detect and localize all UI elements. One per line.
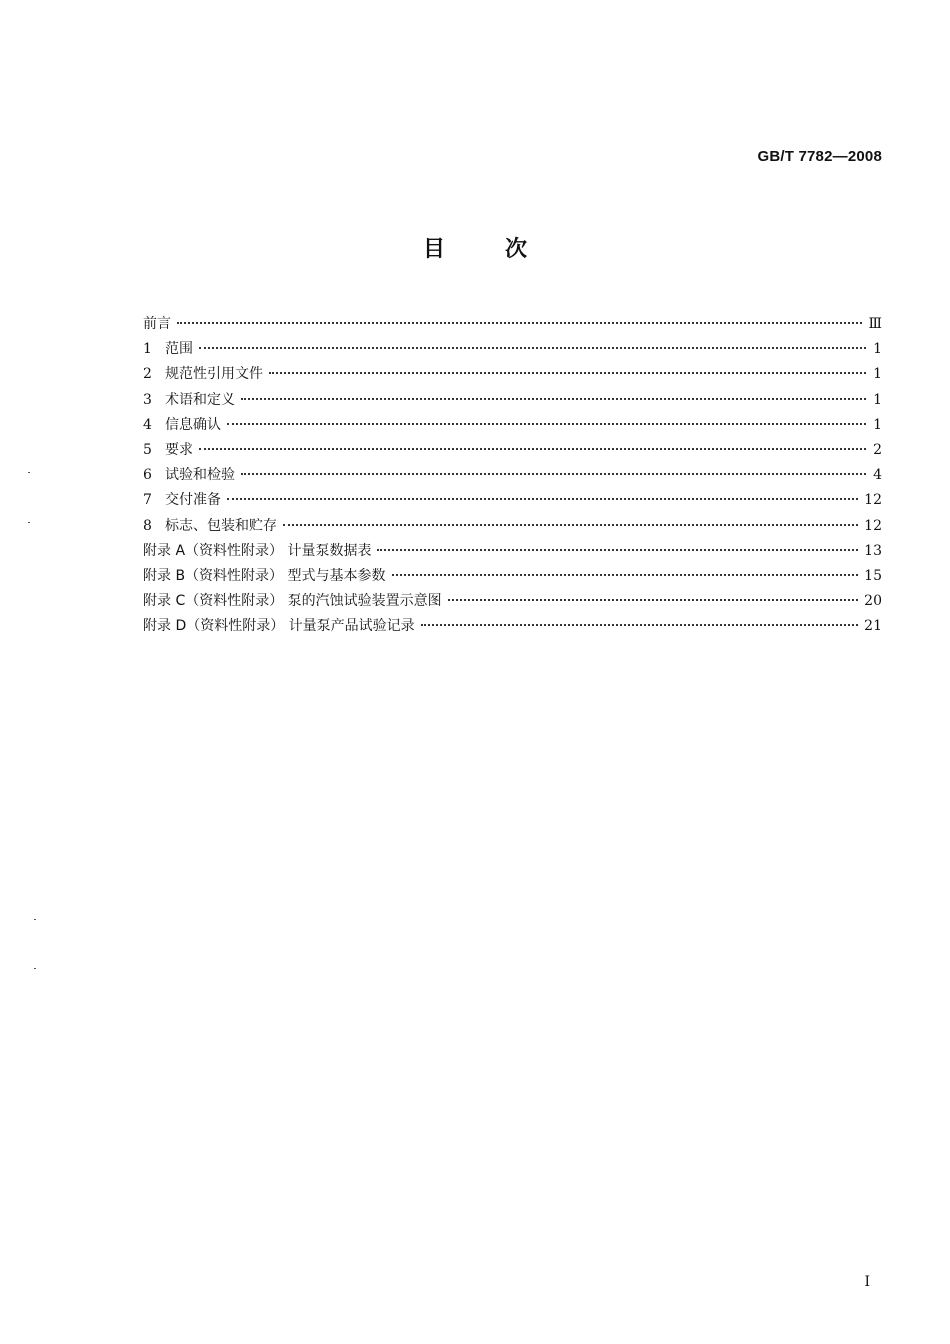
toc-entry-number: 8 <box>143 517 152 534</box>
toc-leader-dots <box>199 448 866 450</box>
toc-entry-number: 3 <box>143 391 152 408</box>
toc-entry-page: 13 <box>864 542 882 559</box>
toc-entry-label: 前言 <box>143 316 171 332</box>
toc-entry-label: 范围 <box>165 341 193 358</box>
toc-entry-page: 21 <box>864 618 882 635</box>
toc-entry-number: 4 <box>143 416 152 433</box>
toc-entry-8[interactable] <box>143 514 882 539</box>
scan-speck <box>28 522 30 523</box>
toc-entry-6[interactable] <box>143 463 882 488</box>
standard-code: GB/T 7782—2008 <box>757 148 882 165</box>
toc-leader-dots <box>448 599 858 601</box>
toc-entry-page: 4 <box>873 467 882 484</box>
table-of-contents <box>143 312 882 639</box>
toc-entry-label: 交付准备 <box>165 492 221 509</box>
page-number: I <box>864 1274 870 1290</box>
toc-entry-appendix-d[interactable] <box>143 614 882 639</box>
toc-entry-number: 1 <box>143 341 152 358</box>
toc-entry-number: 5 <box>143 441 152 458</box>
toc-entry-appendix-a[interactable] <box>143 539 882 564</box>
toc-entry-label: 附录 A（资料性附录） 计量泵数据表 <box>143 542 372 559</box>
toc-entry-label: 要求 <box>165 441 193 458</box>
toc-entry-page: 1 <box>873 341 882 358</box>
toc-entry-number: 2 <box>143 366 152 383</box>
toc-leader-dots <box>227 498 858 500</box>
toc-entry-page: 1 <box>873 366 882 383</box>
toc-leader-dots <box>377 549 858 551</box>
toc-title <box>0 232 950 263</box>
toc-entry-label: 术语和定义 <box>165 391 235 408</box>
toc-entry-page: 1 <box>873 391 882 408</box>
toc-entry-2[interactable] <box>143 362 882 387</box>
toc-entry-appendix-c[interactable] <box>143 589 882 614</box>
toc-entry-1[interactable] <box>143 337 882 362</box>
toc-entry-page: 12 <box>864 517 882 534</box>
toc-leader-dots <box>269 372 866 374</box>
toc-entry-label: 规范性引用文件 <box>165 366 263 383</box>
toc-entry-7[interactable] <box>143 488 882 513</box>
toc-entry-3[interactable] <box>143 388 882 413</box>
toc-entry-label: 附录 B（资料性附录） 型式与基本参数 <box>143 567 386 584</box>
toc-entry-page: 12 <box>864 492 882 509</box>
toc-leader-dots <box>227 423 866 425</box>
toc-entry-label: 附录 D（资料性附录） 计量泵产品试验记录 <box>143 618 415 635</box>
toc-leader-dots <box>177 322 862 324</box>
toc-entry-page: 2 <box>873 441 882 458</box>
scan-speck <box>28 472 30 473</box>
toc-entry-label: 试验和检验 <box>165 467 235 484</box>
toc-leader-dots <box>241 398 866 400</box>
scan-speck <box>34 919 36 920</box>
toc-entry-number: 7 <box>143 492 152 509</box>
scan-speck <box>34 968 36 969</box>
toc-entry-foreword[interactable] <box>143 312 882 337</box>
toc-leader-dots <box>241 473 866 475</box>
toc-entry-page: Ⅲ <box>868 316 882 332</box>
toc-leader-dots <box>421 624 858 626</box>
toc-entry-5[interactable] <box>143 438 882 463</box>
toc-entry-label: 信息确认 <box>165 416 221 433</box>
toc-leader-dots <box>199 347 866 349</box>
toc-entry-4[interactable] <box>143 413 882 438</box>
toc-entry-appendix-b[interactable] <box>143 564 882 589</box>
toc-leader-dots <box>283 524 858 526</box>
toc-leader-dots <box>392 574 859 576</box>
toc-entry-page: 15 <box>864 567 882 584</box>
toc-title-char-1: 目 <box>422 237 445 262</box>
toc-entry-label: 附录 C（资料性附录） 泵的汽蚀试验装置示意图 <box>143 593 442 610</box>
toc-entry-page: 1 <box>873 416 882 433</box>
toc-entry-number: 6 <box>143 467 152 484</box>
toc-entry-page: 20 <box>864 593 882 610</box>
toc-title-char-2: 次 <box>505 237 528 262</box>
toc-entry-label: 标志、包装和贮存 <box>165 517 277 534</box>
